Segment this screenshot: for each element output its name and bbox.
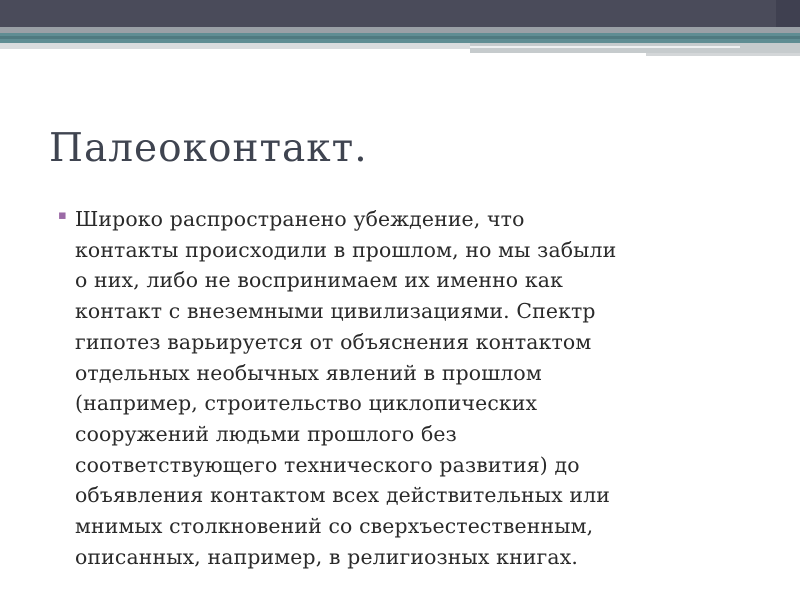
slide-content <box>58 204 758 572</box>
bullet-line: контакт с внеземными цивилизациями. Спектр <box>75 299 596 324</box>
bullet-line: описанных, например, в религиозных книгах. <box>75 544 578 569</box>
bullet-line: гипотез варьируется от объяснения контактом <box>75 329 592 354</box>
header-stripe-tail <box>646 53 800 56</box>
header-stripe-highlight <box>470 46 740 48</box>
bullet-line: объявления контактом всех действительных или <box>75 483 610 508</box>
bullet-line: (например, строительство циклопических <box>75 391 538 416</box>
bullet-text <box>75 204 758 572</box>
bullet-line: контакты происходили в прошлом, но мы забыли <box>75 237 617 262</box>
bullet-line: соответствующего технического развития) до <box>75 452 580 477</box>
bullet-square-icon: ▪ <box>58 208 67 223</box>
bullet-line: Широко распространено убеждение, что <box>75 207 525 231</box>
bullet-line: отдельных необычных явлений в прошлом <box>75 360 542 385</box>
header-stripe-light-right <box>470 43 800 53</box>
header-stripe-light-left <box>0 43 470 49</box>
slide-title: Палеоконтакт. <box>49 126 368 171</box>
bullet-line: мнимых столкновений со сверхъестественным, <box>75 514 594 539</box>
header-stripe-teal-line <box>0 36 800 39</box>
bullet-line: о них, либо не воспринимаем их именно как <box>75 268 563 293</box>
bullet-item <box>58 204 758 572</box>
bullet-line: сооружений людьми прошлого без <box>75 421 457 446</box>
header-band <box>0 0 800 27</box>
